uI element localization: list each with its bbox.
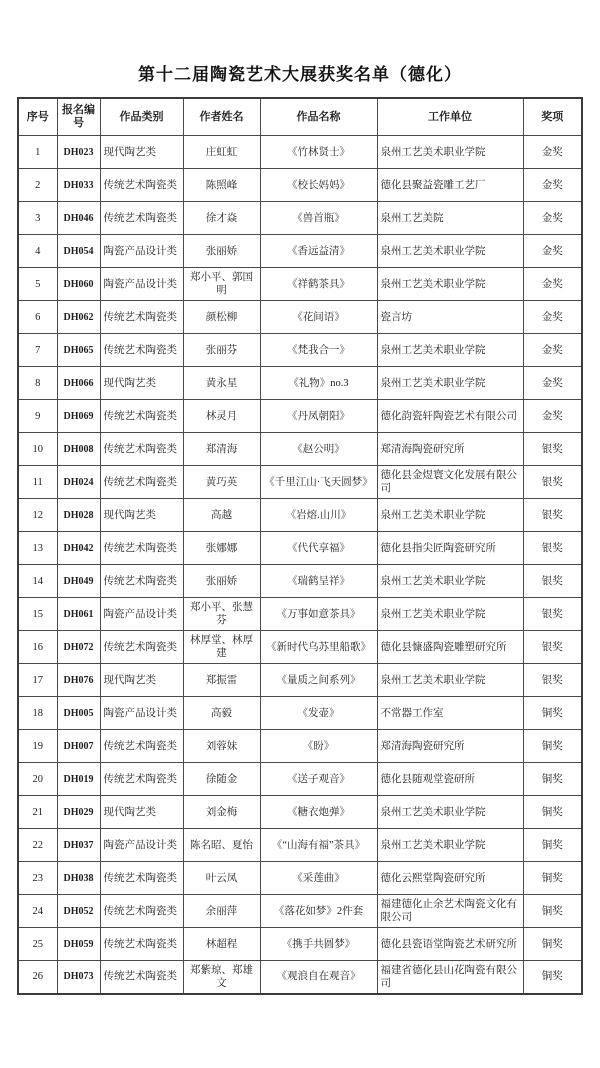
cell-serial-no: 23 bbox=[18, 862, 57, 895]
cell-award: 金奖 bbox=[523, 136, 582, 169]
table-row bbox=[18, 829, 582, 862]
cell-serial-no: 25 bbox=[18, 928, 57, 961]
cell-serial-no: 18 bbox=[18, 697, 57, 730]
table-row bbox=[18, 895, 582, 928]
cell-organization: 德化县指尖匠陶瓷研究所 bbox=[377, 532, 523, 565]
cell-author-name: 陈名昭、夏怡 bbox=[183, 829, 260, 862]
cell-award: 银奖 bbox=[523, 532, 582, 565]
cell-entry-id: DH008 bbox=[57, 433, 100, 466]
cell-entry-id: DH029 bbox=[57, 796, 100, 829]
cell-entry-id: DH038 bbox=[57, 862, 100, 895]
cell-organization: 泉州工艺美术职业学院 bbox=[377, 796, 523, 829]
cell-serial-no: 17 bbox=[18, 664, 57, 697]
cell-category: 传统艺术陶瓷类 bbox=[100, 433, 183, 466]
cell-author-name: 刘金梅 bbox=[183, 796, 260, 829]
cell-award: 金奖 bbox=[523, 202, 582, 235]
cell-organization: 泉州工艺美术职业学院 bbox=[377, 499, 523, 532]
cell-organization: 郑清海陶瓷研究所 bbox=[377, 433, 523, 466]
cell-work-title: 《量质之间系列》 bbox=[260, 664, 377, 697]
table-header-row bbox=[18, 98, 582, 136]
cell-organization: 德化韵瓷轩陶瓷艺术有限公司 bbox=[377, 400, 523, 433]
cell-entry-id: DH023 bbox=[57, 136, 100, 169]
header-entry-id: 报名编号 bbox=[57, 98, 100, 136]
cell-entry-id: DH054 bbox=[57, 235, 100, 268]
cell-organization: 泉州工艺美术职业学院 bbox=[377, 235, 523, 268]
table-row bbox=[18, 499, 582, 532]
cell-category: 传统艺术陶瓷类 bbox=[100, 565, 183, 598]
cell-category: 传统艺术陶瓷类 bbox=[100, 202, 183, 235]
table-row bbox=[18, 301, 582, 334]
cell-entry-id: DH046 bbox=[57, 202, 100, 235]
cell-author-name: 庄虹虹 bbox=[183, 136, 260, 169]
cell-award: 银奖 bbox=[523, 598, 582, 631]
table-row bbox=[18, 598, 582, 631]
cell-award: 铜奖 bbox=[523, 697, 582, 730]
cell-category: 传统艺术陶瓷类 bbox=[100, 928, 183, 961]
cell-work-title: 《“山海有福”茶具》 bbox=[260, 829, 377, 862]
cell-entry-id: DH076 bbox=[57, 664, 100, 697]
table-row bbox=[18, 400, 582, 433]
cell-work-title: 《岩熔.山川》 bbox=[260, 499, 377, 532]
cell-organization: 郑清海陶瓷研究所 bbox=[377, 730, 523, 763]
cell-category: 传统艺术陶瓷类 bbox=[100, 862, 183, 895]
cell-work-title: 《发壶》 bbox=[260, 697, 377, 730]
cell-entry-id: DH019 bbox=[57, 763, 100, 796]
cell-category: 传统艺术陶瓷类 bbox=[100, 169, 183, 202]
cell-serial-no: 19 bbox=[18, 730, 57, 763]
table-row bbox=[18, 730, 582, 763]
table-row bbox=[18, 664, 582, 697]
header-award: 奖项 bbox=[523, 98, 582, 136]
cell-entry-id: DH059 bbox=[57, 928, 100, 961]
header-serial-no: 序号 bbox=[18, 98, 57, 136]
table-row bbox=[18, 334, 582, 367]
cell-award: 银奖 bbox=[523, 664, 582, 697]
cell-organization: 泉州工艺美术职业学院 bbox=[377, 829, 523, 862]
cell-serial-no: 5 bbox=[18, 268, 57, 301]
cell-organization: 泉州工艺美术职业学院 bbox=[377, 664, 523, 697]
cell-organization: 泉州工艺美术职业学院 bbox=[377, 367, 523, 400]
table-row bbox=[18, 268, 582, 301]
cell-category: 传统艺术陶瓷类 bbox=[100, 763, 183, 796]
cell-author-name: 徐才焱 bbox=[183, 202, 260, 235]
cell-organization: 德化云熙堂陶瓷研究所 bbox=[377, 862, 523, 895]
cell-work-title: 《代代享福》 bbox=[260, 532, 377, 565]
cell-serial-no: 9 bbox=[18, 400, 57, 433]
cell-category: 传统艺术陶瓷类 bbox=[100, 730, 183, 763]
cell-author-name: 林灵月 bbox=[183, 400, 260, 433]
cell-organization: 德化县瓷语堂陶瓷艺术研究所 bbox=[377, 928, 523, 961]
table-row bbox=[18, 565, 582, 598]
cell-author-name: 张娜娜 bbox=[183, 532, 260, 565]
table-row bbox=[18, 136, 582, 169]
cell-serial-no: 13 bbox=[18, 532, 57, 565]
cell-entry-id: DH072 bbox=[57, 631, 100, 664]
cell-award: 金奖 bbox=[523, 268, 582, 301]
cell-work-title: 《瑞鹤呈祥》 bbox=[260, 565, 377, 598]
cell-work-title: 《万事如意茶具》 bbox=[260, 598, 377, 631]
cell-author-name: 余丽萍 bbox=[183, 895, 260, 928]
cell-author-name: 高越 bbox=[183, 499, 260, 532]
cell-category: 传统艺术陶瓷类 bbox=[100, 631, 183, 664]
header-work-title: 作品名称 bbox=[260, 98, 377, 136]
header-author-name: 作者姓名 bbox=[183, 98, 260, 136]
table-row bbox=[18, 697, 582, 730]
cell-entry-id: DH052 bbox=[57, 895, 100, 928]
table-row bbox=[18, 532, 582, 565]
cell-work-title: 《糖衣炮弹》 bbox=[260, 796, 377, 829]
cell-award: 银奖 bbox=[523, 466, 582, 499]
cell-entry-id: DH060 bbox=[57, 268, 100, 301]
cell-author-name: 黄巧英 bbox=[183, 466, 260, 499]
cell-award: 铜奖 bbox=[523, 862, 582, 895]
cell-work-title: 《香远益清》 bbox=[260, 235, 377, 268]
cell-category: 传统艺术陶瓷类 bbox=[100, 532, 183, 565]
cell-category: 传统艺术陶瓷类 bbox=[100, 400, 183, 433]
cell-organization: 福建省德化县山花陶瓷有限公司 bbox=[377, 961, 523, 994]
cell-author-name: 林厚堂、林厚建 bbox=[183, 631, 260, 664]
table-row bbox=[18, 202, 582, 235]
cell-work-title: 《兽首瓶》 bbox=[260, 202, 377, 235]
cell-serial-no: 11 bbox=[18, 466, 57, 499]
cell-category: 现代陶艺类 bbox=[100, 367, 183, 400]
cell-award: 铜奖 bbox=[523, 928, 582, 961]
cell-entry-id: DH042 bbox=[57, 532, 100, 565]
cell-work-title: 《盼》 bbox=[260, 730, 377, 763]
cell-author-name: 张丽芬 bbox=[183, 334, 260, 367]
cell-author-name: 颜松柳 bbox=[183, 301, 260, 334]
cell-author-name: 林超程 bbox=[183, 928, 260, 961]
cell-entry-id: DH007 bbox=[57, 730, 100, 763]
cell-award: 铜奖 bbox=[523, 961, 582, 994]
cell-entry-id: DH062 bbox=[57, 301, 100, 334]
cell-serial-no: 10 bbox=[18, 433, 57, 466]
cell-entry-id: DH024 bbox=[57, 466, 100, 499]
cell-organization: 泉州工艺美院 bbox=[377, 202, 523, 235]
cell-work-title: 《采莲曲》 bbox=[260, 862, 377, 895]
award-list-table bbox=[17, 97, 583, 995]
cell-author-name: 陈照峰 bbox=[183, 169, 260, 202]
cell-work-title: 《竹林贤士》 bbox=[260, 136, 377, 169]
cell-serial-no: 8 bbox=[18, 367, 57, 400]
cell-organization: 泉州工艺美术职业学院 bbox=[377, 565, 523, 598]
cell-organization: 德化县随观堂瓷研所 bbox=[377, 763, 523, 796]
table-row bbox=[18, 631, 582, 664]
cell-award: 铜奖 bbox=[523, 730, 582, 763]
table-row bbox=[18, 928, 582, 961]
cell-author-name: 郑小平、张慧芬 bbox=[183, 598, 260, 631]
cell-category: 现代陶艺类 bbox=[100, 664, 183, 697]
cell-award: 金奖 bbox=[523, 367, 582, 400]
table-row bbox=[18, 235, 582, 268]
cell-serial-no: 3 bbox=[18, 202, 57, 235]
cell-entry-id: DH066 bbox=[57, 367, 100, 400]
cell-award: 铜奖 bbox=[523, 829, 582, 862]
table-row bbox=[18, 862, 582, 895]
header-organization: 工作单位 bbox=[377, 98, 523, 136]
cell-work-title: 《携手共圆梦》 bbox=[260, 928, 377, 961]
cell-author-name: 徐随金 bbox=[183, 763, 260, 796]
table-row bbox=[18, 763, 582, 796]
cell-organization: 泉州工艺美术职业学院 bbox=[377, 598, 523, 631]
cell-category: 陶瓷产品设计类 bbox=[100, 268, 183, 301]
cell-category: 陶瓷产品设计类 bbox=[100, 829, 183, 862]
table-row bbox=[18, 433, 582, 466]
cell-category: 传统艺术陶瓷类 bbox=[100, 466, 183, 499]
cell-category: 现代陶艺类 bbox=[100, 499, 183, 532]
cell-award: 金奖 bbox=[523, 400, 582, 433]
cell-award: 金奖 bbox=[523, 301, 582, 334]
cell-entry-id: DH037 bbox=[57, 829, 100, 862]
header-category: 作品类别 bbox=[100, 98, 183, 136]
cell-serial-no: 4 bbox=[18, 235, 57, 268]
cell-author-name: 郑振雷 bbox=[183, 664, 260, 697]
cell-serial-no: 15 bbox=[18, 598, 57, 631]
cell-organization: 德化县金煜寰文化发展有限公司 bbox=[377, 466, 523, 499]
cell-author-name: 张丽娇 bbox=[183, 235, 260, 268]
cell-category: 陶瓷产品设计类 bbox=[100, 598, 183, 631]
cell-entry-id: DH069 bbox=[57, 400, 100, 433]
cell-category: 现代陶艺类 bbox=[100, 136, 183, 169]
cell-category: 现代陶艺类 bbox=[100, 796, 183, 829]
cell-entry-id: DH061 bbox=[57, 598, 100, 631]
cell-award: 金奖 bbox=[523, 334, 582, 367]
cell-serial-no: 21 bbox=[18, 796, 57, 829]
cell-award: 银奖 bbox=[523, 631, 582, 664]
cell-entry-id: DH065 bbox=[57, 334, 100, 367]
cell-author-name: 高毅 bbox=[183, 697, 260, 730]
cell-award: 铜奖 bbox=[523, 763, 582, 796]
cell-organization: 不常器工作室 bbox=[377, 697, 523, 730]
cell-work-title: 《花间语》 bbox=[260, 301, 377, 334]
cell-category: 陶瓷产品设计类 bbox=[100, 235, 183, 268]
cell-serial-no: 20 bbox=[18, 763, 57, 796]
cell-entry-id: DH073 bbox=[57, 961, 100, 994]
cell-entry-id: DH049 bbox=[57, 565, 100, 598]
table-row bbox=[18, 466, 582, 499]
cell-author-name: 刘蓉妹 bbox=[183, 730, 260, 763]
cell-work-title: 《梵我合一》 bbox=[260, 334, 377, 367]
cell-category: 传统艺术陶瓷类 bbox=[100, 334, 183, 367]
cell-organization: 德化县慷盛陶瓷雕塑研究所 bbox=[377, 631, 523, 664]
cell-author-name: 叶云凤 bbox=[183, 862, 260, 895]
cell-serial-no: 12 bbox=[18, 499, 57, 532]
cell-award: 铜奖 bbox=[523, 796, 582, 829]
cell-award: 金奖 bbox=[523, 169, 582, 202]
cell-serial-no: 1 bbox=[18, 136, 57, 169]
cell-category: 传统艺术陶瓷类 bbox=[100, 961, 183, 994]
cell-work-title: 《礼物》no.3 bbox=[260, 367, 377, 400]
table-body bbox=[18, 136, 582, 994]
cell-work-title: 《千里江山·飞天圆梦》 bbox=[260, 466, 377, 499]
cell-award: 银奖 bbox=[523, 565, 582, 598]
cell-serial-no: 2 bbox=[18, 169, 57, 202]
cell-serial-no: 24 bbox=[18, 895, 57, 928]
cell-author-name: 黄永星 bbox=[183, 367, 260, 400]
cell-entry-id: DH033 bbox=[57, 169, 100, 202]
table-row bbox=[18, 796, 582, 829]
cell-organization: 福建德化止余艺术陶瓷文化有限公司 bbox=[377, 895, 523, 928]
cell-entry-id: DH005 bbox=[57, 697, 100, 730]
cell-serial-no: 22 bbox=[18, 829, 57, 862]
cell-author-name: 张丽娇 bbox=[183, 565, 260, 598]
cell-award: 银奖 bbox=[523, 433, 582, 466]
cell-organization: 泉州工艺美术职业学院 bbox=[377, 136, 523, 169]
cell-award: 铜奖 bbox=[523, 895, 582, 928]
cell-organization: 泉州工艺美术职业学院 bbox=[377, 334, 523, 367]
cell-serial-no: 7 bbox=[18, 334, 57, 367]
table-row bbox=[18, 169, 582, 202]
cell-award: 银奖 bbox=[523, 499, 582, 532]
cell-category: 传统艺术陶瓷类 bbox=[100, 301, 183, 334]
page-title: 第十二届陶瓷艺术大展获奖名单（德化） bbox=[138, 65, 462, 84]
cell-work-title: 《丹凤朝阳》 bbox=[260, 400, 377, 433]
cell-work-title: 《赵公明》 bbox=[260, 433, 377, 466]
cell-award: 金奖 bbox=[523, 235, 582, 268]
cell-serial-no: 6 bbox=[18, 301, 57, 334]
cell-work-title: 《落花如梦》2件套 bbox=[260, 895, 377, 928]
cell-author-name: 郑紫琼、郑雄文 bbox=[183, 961, 260, 994]
cell-work-title: 《新时代乌苏里船歌》 bbox=[260, 631, 377, 664]
cell-serial-no: 16 bbox=[18, 631, 57, 664]
cell-work-title: 《送子观音》 bbox=[260, 763, 377, 796]
cell-work-title: 《祥鹤茶具》 bbox=[260, 268, 377, 301]
cell-organization: 德化县聚益瓷雕工艺厂 bbox=[377, 169, 523, 202]
cell-entry-id: DH028 bbox=[57, 499, 100, 532]
cell-serial-no: 26 bbox=[18, 961, 57, 994]
table-row bbox=[18, 961, 582, 994]
table-row bbox=[18, 367, 582, 400]
cell-organization: 瓷言坊 bbox=[377, 301, 523, 334]
cell-work-title: 《校长妈妈》 bbox=[260, 169, 377, 202]
cell-work-title: 《观浪自在观音》 bbox=[260, 961, 377, 994]
cell-organization: 泉州工艺美术职业学院 bbox=[377, 268, 523, 301]
cell-serial-no: 14 bbox=[18, 565, 57, 598]
cell-author-name: 郑清海 bbox=[183, 433, 260, 466]
cell-category: 陶瓷产品设计类 bbox=[100, 697, 183, 730]
cell-author-name: 郑小平、郭国明 bbox=[183, 268, 260, 301]
cell-category: 传统艺术陶瓷类 bbox=[100, 895, 183, 928]
